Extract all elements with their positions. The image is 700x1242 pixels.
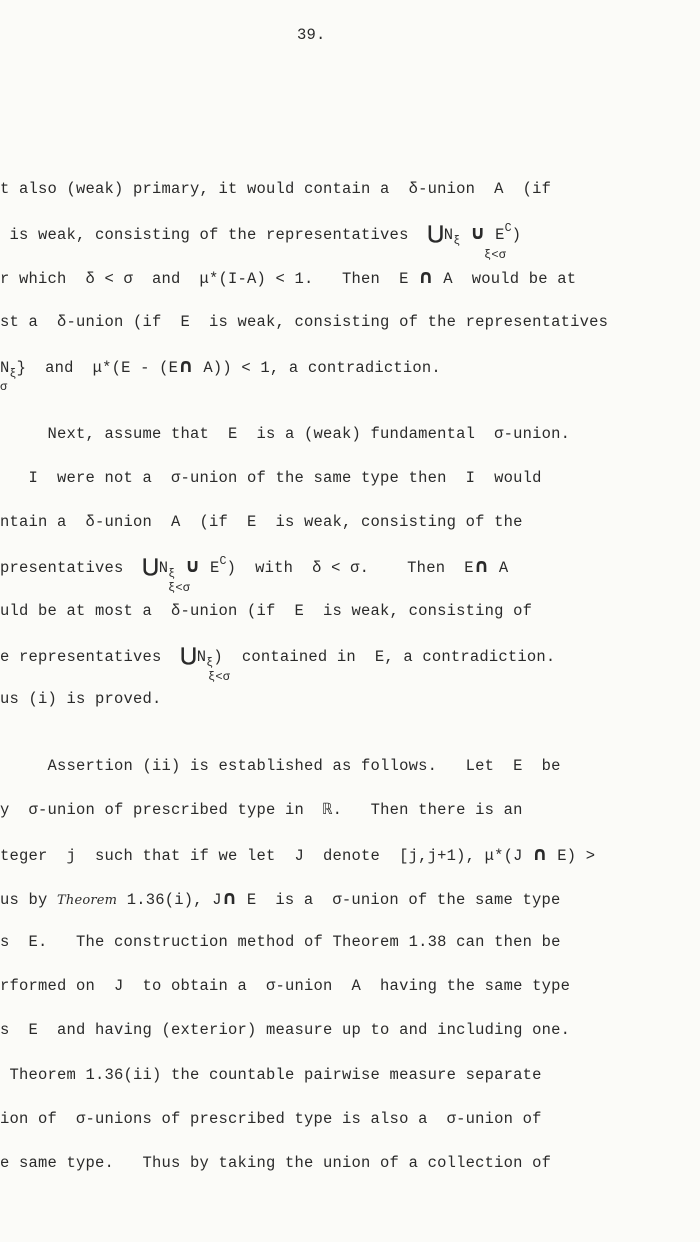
text-line-10: uld be at most a δ-union (if E is weak, consisting of bbox=[0, 602, 533, 620]
complement-superscript: C bbox=[504, 222, 512, 235]
text-line-12: us (i) is proved. bbox=[0, 690, 162, 708]
text-line-2: is weak, consisting of the representatives $⋃N_\xi$ ∪ $E^C$) bbox=[0, 222, 522, 248]
union-index-1: ξ<σ bbox=[484, 248, 507, 262]
text-line-13: Assertion (ii) is established as follows. Let E be bbox=[0, 757, 561, 775]
xi-subscript: ξ bbox=[453, 235, 461, 248]
text-line-7: I were not a σ-union of the same type then I would bbox=[0, 469, 542, 487]
text-line-15 bbox=[0, 845, 595, 865]
text-line-11 bbox=[0, 646, 555, 668]
text-line-3 bbox=[0, 268, 576, 288]
text-line-9-start: presentatives bbox=[0, 559, 143, 577]
text-line-16-mid: 1.36(i), J bbox=[117, 891, 222, 909]
union-index-2: σ bbox=[0, 380, 8, 394]
union-index-3: ξ<σ bbox=[168, 581, 191, 595]
text-line-16-end: E is a σ-union of the same type bbox=[246, 891, 561, 909]
text-line-16 bbox=[0, 889, 560, 910]
xi-subscript: ξ bbox=[206, 657, 214, 670]
complement-superscript: C bbox=[219, 555, 227, 568]
text-line-9-end: A bbox=[498, 559, 509, 577]
text-line-22: e same type. Thus by taking the union of a collection of bbox=[0, 1154, 552, 1172]
n-symbol: N bbox=[443, 226, 454, 244]
union-symbol: ∪ bbox=[184, 555, 201, 577]
text-line-15-end: E) > bbox=[557, 847, 596, 865]
text-line-2-start: is weak, consisting of the representatives bbox=[0, 226, 428, 244]
union-symbol: ∪ bbox=[469, 222, 486, 244]
big-union-symbol: ⋃ bbox=[142, 555, 159, 577]
text-line-4: st a δ-union (if E is weak, consisting of the representatives bbox=[0, 313, 609, 331]
text-line-8: ntain a δ-union A (if E is weak, consisting of the bbox=[0, 513, 523, 531]
xi-subscript: ξ bbox=[9, 368, 17, 381]
text-line-11-start: e representatives bbox=[0, 648, 181, 666]
text-line-5-end: A)) < 1, a contradiction. bbox=[203, 359, 441, 377]
text-line-9: presentatives $⋃N_\xi$ ∪ $E^C$) with δ < σ. Then E∩ A bbox=[0, 555, 509, 581]
text-line-5-mid: } and μ*(E - (E bbox=[16, 359, 179, 377]
text-line-21: ion of σ-unions of prescribed type is also a σ-union of bbox=[0, 1110, 542, 1128]
intersect-symbol: ∩ bbox=[418, 266, 434, 288]
text-line-20: Theorem 1.36(ii) the countable pairwise measure separate bbox=[0, 1066, 542, 1084]
intersect-symbol: ∩ bbox=[532, 843, 548, 865]
big-union-symbol: ⋃ bbox=[180, 644, 197, 666]
big-union-symbol: ⋃ bbox=[427, 222, 444, 244]
text-line-5 bbox=[0, 357, 441, 379]
text-line-3-end: A would be at bbox=[443, 270, 577, 288]
n-symbol: N bbox=[158, 559, 169, 577]
text-line-18: rformed on J to obtain a σ-union A having the same type bbox=[0, 977, 571, 995]
text-line-11-end: ) contained in E, a contradiction. bbox=[213, 648, 556, 666]
text-line-15-start: teger j such that if we let J denote [j,j+1), μ*(J bbox=[0, 847, 523, 865]
text-line-6: Next, assume that E is a (weak) fundamental σ-union. bbox=[0, 425, 571, 443]
xi-subscript: ξ bbox=[168, 568, 176, 581]
page-number: 39. bbox=[297, 26, 326, 44]
text-line-19: s E and having (exterior) measure up to and including one. bbox=[0, 1021, 571, 1039]
intersect-symbol: ∩ bbox=[473, 555, 490, 577]
intersect-symbol: ∩ bbox=[221, 887, 238, 909]
text-line-16-start: us by bbox=[0, 891, 58, 909]
text-line-17: s E. The construction method of Theorem 1.38 can then be bbox=[0, 933, 561, 951]
intersect-symbol: ∩ bbox=[178, 355, 194, 377]
text-line-1: t also (weak) primary, it would contain a δ-union A (if bbox=[0, 180, 552, 198]
text-line-3-start: r which δ < σ and μ*(I-A) < 1. Then E bbox=[0, 270, 409, 288]
union-index-4: ξ<σ bbox=[208, 670, 231, 684]
text-line-14: y σ-union of prescribed type in ℝ. Then there is an bbox=[0, 801, 523, 819]
text-line-9-mid: ) with δ < σ. Then E bbox=[226, 559, 474, 577]
close-paren: ) bbox=[511, 226, 522, 244]
n-symbol: N bbox=[196, 648, 207, 666]
handwritten-word: Theorem bbox=[57, 893, 118, 908]
n-symbol: N bbox=[0, 359, 10, 377]
